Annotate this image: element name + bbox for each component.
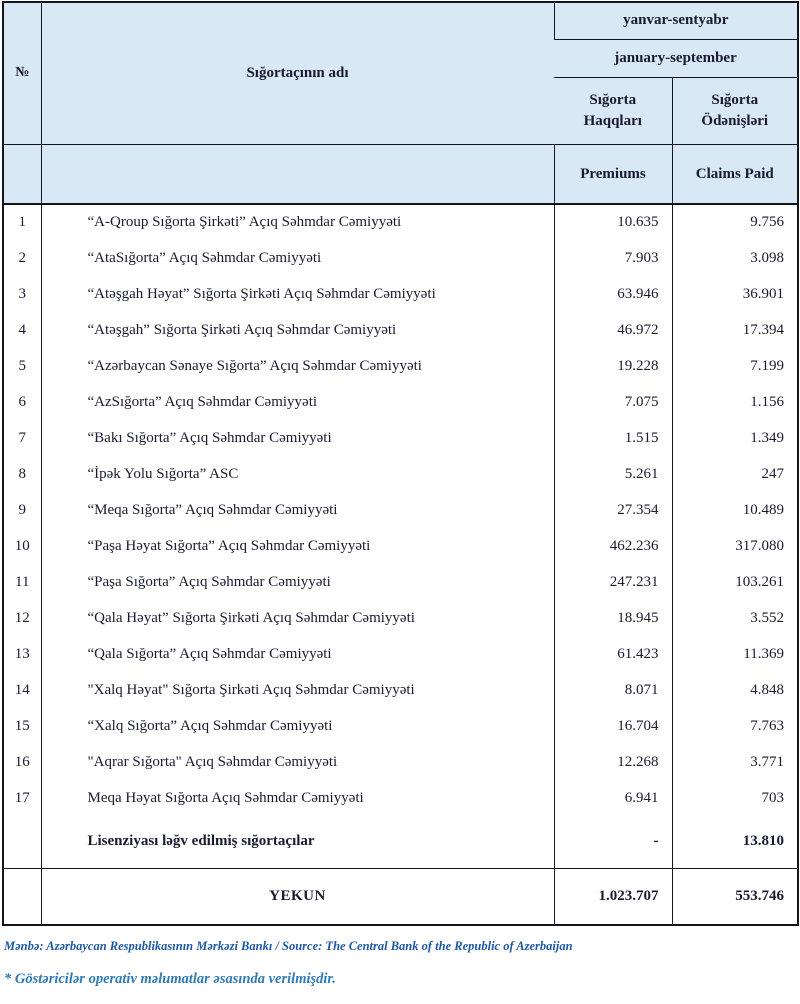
row-number: 8 xyxy=(3,456,41,492)
table-row xyxy=(3,348,798,384)
claims-value: 247 xyxy=(672,456,798,492)
table-row xyxy=(3,276,798,312)
row-number: 17 xyxy=(3,780,41,816)
row-number: 6 xyxy=(3,384,41,420)
premiums-value: 1.515 xyxy=(554,420,672,456)
premiums-value: 7.903 xyxy=(554,240,672,276)
company-name: Meqa Həyat Sığorta Açıq Səhmdar Cəmiyyəti xyxy=(41,780,554,816)
table-row xyxy=(3,708,798,744)
premiums-value: 247.231 xyxy=(554,564,672,600)
row-number: 16 xyxy=(3,744,41,780)
claims-value: 3.771 xyxy=(672,744,798,780)
table-body xyxy=(3,204,798,816)
claims-value: 11.369 xyxy=(672,636,798,672)
col-header-empty-number xyxy=(3,144,41,204)
col-header-period-en: january-september xyxy=(554,39,798,77)
premiums-value: 8.071 xyxy=(554,672,672,708)
cancelled-insurers-row xyxy=(3,816,798,868)
claims-value: 703 xyxy=(672,780,798,816)
claims-value: 1.156 xyxy=(672,384,798,420)
company-name: "Aqrar Sığorta" Açıq Səhmdar Cəmiyyəti xyxy=(41,744,554,780)
cancelled-premiums-value: - xyxy=(554,816,672,868)
col-header-period-az: yanvar-sentyabr xyxy=(554,2,798,39)
table-row xyxy=(3,456,798,492)
table-row xyxy=(3,564,798,600)
claims-value: 1.349 xyxy=(672,420,798,456)
premiums-value: 5.261 xyxy=(554,456,672,492)
table-row xyxy=(3,420,798,456)
company-name: “Bakı Sığorta” Açıq Səhmdar Cəmiyyəti xyxy=(41,420,554,456)
row-number: 7 xyxy=(3,420,41,456)
col-header-empty-name xyxy=(41,144,554,204)
row-number: 12 xyxy=(3,600,41,636)
row-number: 5 xyxy=(3,348,41,384)
total-label: YEKUN xyxy=(41,868,554,925)
company-name: “İpək Yolu Sığorta” ASC xyxy=(41,456,554,492)
table-row xyxy=(3,312,798,348)
company-name: “A-Qroup Sığorta Şirkəti” Açıq Səhmdar Cəmiyyəti xyxy=(41,204,554,240)
company-name: “AtaSığorta” Açıq Səhmdar Cəmiyyəti xyxy=(41,240,554,276)
col-header-claims-en: Claims Paid xyxy=(672,144,798,204)
company-name: "Xalq Həyat" Sığorta Şirkəti Açıq Səhmdar Cəmiyyəti xyxy=(41,672,554,708)
row-number: 1 xyxy=(3,204,41,240)
table-row xyxy=(3,384,798,420)
row-number: 15 xyxy=(3,708,41,744)
company-name: “Azərbaycan Sənaye Sığorta” Açıq Səhmdar Cəmiyyəti xyxy=(41,348,554,384)
table-row xyxy=(3,672,798,708)
claims-value: 17.394 xyxy=(672,312,798,348)
premiums-value: 27.354 xyxy=(554,492,672,528)
premiums-value: 6.941 xyxy=(554,780,672,816)
company-name: “Paşa Sığorta” Açıq Səhmdar Cəmiyyəti xyxy=(41,564,554,600)
footnote: * Göstəricilər operativ məlumatlar əsasında verilmişdir. xyxy=(4,971,336,987)
row-number: 10 xyxy=(3,528,41,564)
table-row xyxy=(3,528,798,564)
col-header-number: № xyxy=(3,2,41,144)
row-number xyxy=(3,868,41,925)
company-name: “Atəşgah Həyat” Sığorta Şirkəti Açıq Səhmdar Cəmiyyəti xyxy=(41,276,554,312)
premiums-value: 61.423 xyxy=(554,636,672,672)
claims-value: 36.901 xyxy=(672,276,798,312)
premiums-value: 7.075 xyxy=(554,384,672,420)
company-name: “AzSığorta” Açıq Səhmdar Cəmiyyəti xyxy=(41,384,554,420)
company-name: “Meqa Sığorta” Açıq Səhmdar Cəmiyyəti xyxy=(41,492,554,528)
table-row xyxy=(3,600,798,636)
company-name: “Xalq Sığorta” Açıq Səhmdar Cəmiyyəti xyxy=(41,708,554,744)
claims-value: 317.080 xyxy=(672,528,798,564)
cancelled-claims-value: 13.810 xyxy=(672,816,798,868)
row-number: 11 xyxy=(3,564,41,600)
premiums-value: 63.946 xyxy=(554,276,672,312)
total-premiums-value: 1.023.707 xyxy=(554,868,672,925)
row-number: 4 xyxy=(3,312,41,348)
claims-value: 7.763 xyxy=(672,708,798,744)
premiums-value: 18.945 xyxy=(554,600,672,636)
col-header-premiums-az: Sığorta Haqqları xyxy=(554,77,672,144)
row-number: 2 xyxy=(3,240,41,276)
table-row xyxy=(3,636,798,672)
premiums-value: 16.704 xyxy=(554,708,672,744)
claims-value: 7.199 xyxy=(672,348,798,384)
claims-value: 9.756 xyxy=(672,204,798,240)
row-number: 13 xyxy=(3,636,41,672)
insurance-statistics-table xyxy=(2,1,799,926)
table-row xyxy=(3,780,798,816)
premiums-value: 46.972 xyxy=(554,312,672,348)
table-row xyxy=(3,744,798,780)
premiums-value: 19.228 xyxy=(554,348,672,384)
total-claims-value: 553.746 xyxy=(672,868,798,925)
company-name: “Qala Sığorta” Açıq Səhmdar Cəmiyyəti xyxy=(41,636,554,672)
table-row xyxy=(3,240,798,276)
row-number xyxy=(3,816,41,868)
source-attribution: Mənbə: Azərbaycan Respublikasının Mərkəzi Bankı / Source: The Central Bank of the Republic of Azerbaijan xyxy=(4,939,573,953)
premiums-value: 10.635 xyxy=(554,204,672,240)
claims-value: 103.261 xyxy=(672,564,798,600)
col-header-company-name: Sığortaçının adı xyxy=(41,2,554,144)
cancelled-insurers-label: Lisenziyası ləğv edilmiş sığortaçılar xyxy=(41,816,554,868)
claims-value: 10.489 xyxy=(672,492,798,528)
company-name: “Atəşgah” Sığorta Şirkəti Açıq Səhmdar Cəmiyyəti xyxy=(41,312,554,348)
claims-value: 4.848 xyxy=(672,672,798,708)
table-row xyxy=(3,204,798,240)
table-header xyxy=(3,2,798,204)
row-number: 14 xyxy=(3,672,41,708)
company-name: “Paşa Həyat Sığorta” Açıq Səhmdar Cəmiyyəti xyxy=(41,528,554,564)
table-row xyxy=(3,492,798,528)
claims-value: 3.098 xyxy=(672,240,798,276)
row-number: 9 xyxy=(3,492,41,528)
table-footer-rows xyxy=(3,816,798,925)
total-row xyxy=(3,868,798,925)
col-header-claims-az: Sığorta Ödənişləri xyxy=(672,77,798,144)
company-name: “Qala Həyat” Sığorta Şirkəti Açıq Səhmdar Cəmiyyəti xyxy=(41,600,554,636)
premiums-value: 462.236 xyxy=(554,528,672,564)
col-header-premiums-en: Premiums xyxy=(554,144,672,204)
claims-value: 3.552 xyxy=(672,600,798,636)
row-number: 3 xyxy=(3,276,41,312)
premiums-value: 12.268 xyxy=(554,744,672,780)
